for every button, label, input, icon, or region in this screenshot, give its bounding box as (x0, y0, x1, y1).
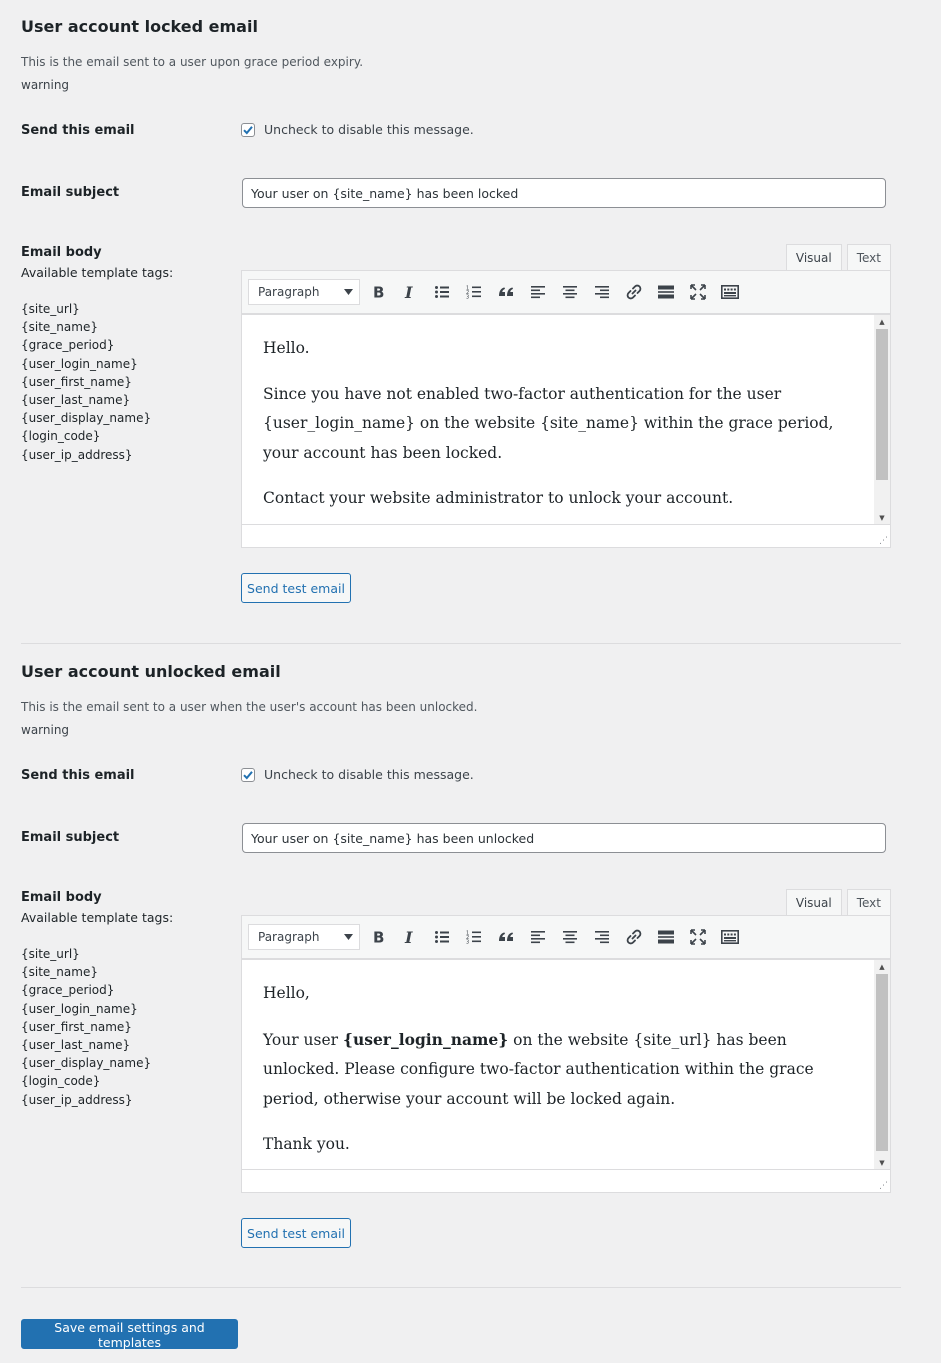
align-left-icon (530, 284, 546, 300)
align-right-icon (594, 929, 610, 945)
format-select-value: Paragraph (258, 930, 320, 944)
svg-text:1: 1 (466, 930, 470, 937)
template-tags-list (21, 945, 151, 1109)
section-description: This is the email sent to a user upon grace period expiry. (21, 55, 364, 69)
tab-visual[interactable]: Visual (786, 244, 842, 271)
scroll-up-arrow-icon[interactable]: ▲ (879, 963, 885, 971)
read-more-button[interactable] (650, 923, 682, 951)
numbered-list-icon (466, 284, 482, 300)
send-email-label: Send this email (21, 768, 135, 783)
email-subject-label: Email subject (21, 185, 120, 200)
template-tag: {user_first_name} (21, 1019, 132, 1034)
bullet-list-button[interactable] (426, 278, 458, 306)
italic-icon (402, 284, 418, 300)
editor-scrollbar[interactable] (874, 960, 890, 1192)
svg-text:3: 3 (466, 294, 470, 300)
svg-text:2: 2 (466, 935, 470, 941)
link-icon (626, 284, 642, 300)
bold-tag-text: {user_login_name} (342, 1029, 509, 1049)
svg-text:B: B (373, 284, 385, 300)
svg-text:1: 1 (466, 285, 470, 292)
align-center-icon (562, 929, 578, 945)
body-paragraph: Hello. (263, 339, 310, 357)
link-button[interactable] (618, 278, 650, 306)
section-title: User account locked email (21, 17, 258, 36)
toolbar-toggle-button[interactable] (714, 923, 746, 951)
bold-button[interactable] (362, 923, 394, 951)
italic-button[interactable] (394, 278, 426, 306)
template-tag: {user_display_name} (21, 411, 152, 426)
scroll-down-arrow-icon[interactable]: ▼ (879, 514, 885, 522)
editor-content[interactable] (241, 314, 891, 548)
template-tag: {site_name} (21, 965, 98, 980)
scroll-up-arrow-icon[interactable]: ▲ (879, 318, 885, 326)
email-body-label: Email body (21, 245, 102, 260)
align-left-button[interactable] (522, 278, 554, 306)
toolbar-toggle-icon (721, 284, 739, 300)
warning-text: warning (21, 723, 70, 737)
format-select-value: Paragraph (258, 285, 320, 299)
read-more-icon (658, 929, 674, 945)
fullscreen-icon (690, 929, 706, 945)
bold-icon (370, 929, 386, 945)
template-tag: {user_login_name} (21, 356, 138, 371)
blockquote-button[interactable] (490, 923, 522, 951)
checkmark-icon (242, 124, 254, 136)
template-tags-title: Available template tags: (21, 265, 174, 280)
svg-text:I: I (405, 284, 413, 300)
svg-text:2: 2 (466, 290, 470, 296)
template-tag: {user_ip_address} (21, 1092, 133, 1107)
bold-button[interactable] (362, 278, 394, 306)
body-paragraph: Contact your website administrator to unlock your account. (263, 489, 734, 507)
link-icon (626, 929, 642, 945)
template-tag: {login_code} (21, 429, 101, 444)
blockquote-icon (498, 929, 514, 945)
format-select[interactable] (248, 279, 360, 305)
italic-button[interactable] (394, 923, 426, 951)
align-left-icon (530, 929, 546, 945)
resize-handle-icon[interactable]: ⋰ (879, 536, 888, 546)
align-left-button[interactable] (522, 923, 554, 951)
blockquote-icon (498, 284, 514, 300)
checkmark-icon (242, 769, 254, 781)
align-center-button[interactable] (554, 278, 586, 306)
template-tags-list (21, 300, 151, 464)
section-description: This is the email sent to a user when the user's account has been unlocked. (21, 700, 478, 714)
email-body-editor (241, 244, 891, 569)
toolbar-toggle-button[interactable] (714, 278, 746, 306)
email-body-editor (241, 889, 891, 1214)
editor-status-bar (242, 1169, 890, 1192)
bullet-list-icon (434, 284, 450, 300)
svg-text:3: 3 (466, 939, 470, 945)
body-paragraph: Since you have not enabled two-factor authentication for the user {user_login_name} on the website {site_name} within the grace period, your account has been locked. (263, 384, 834, 462)
editor-tabs (781, 889, 891, 916)
template-tag: {login_code} (21, 1074, 101, 1089)
tab-text[interactable]: Text (847, 244, 891, 270)
chevron-down-icon (344, 934, 353, 940)
send-test-email-button[interactable]: Send test email (241, 1218, 351, 1248)
scroll-down-arrow-icon[interactable]: ▼ (879, 1159, 885, 1167)
link-button[interactable] (618, 923, 650, 951)
body-text: Your user (263, 1030, 343, 1049)
resize-handle-icon[interactable]: ⋰ (879, 1181, 888, 1191)
unlocked-email-section (21, 645, 901, 1285)
template-tag: {user_ip_address} (21, 447, 133, 462)
send-email-checkbox[interactable] (241, 768, 255, 782)
align-center-icon (562, 284, 578, 300)
scroll-thumb[interactable] (876, 329, 888, 480)
send-email-toggle[interactable] (241, 122, 474, 137)
scroll-thumb[interactable] (876, 974, 888, 1151)
warning-text: warning (21, 78, 70, 92)
bold-icon (370, 284, 386, 300)
template-tags-title: Available template tags: (21, 910, 174, 925)
template-tag: {grace_period} (21, 338, 115, 353)
send-test-email-button[interactable]: Send test email (241, 573, 351, 603)
numbered-list-icon (466, 929, 482, 945)
read-more-button[interactable] (650, 278, 682, 306)
email-body-label: Email body (21, 890, 102, 905)
template-tag: {site_url} (21, 947, 80, 961)
align-center-button[interactable] (554, 923, 586, 951)
tab-visual[interactable]: Visual (786, 889, 842, 916)
numbered-list-button[interactable] (458, 923, 490, 951)
section-title: User account unlocked email (21, 662, 281, 681)
fullscreen-button[interactable] (682, 923, 714, 951)
body-paragraph: Hello, (263, 984, 310, 1002)
email-body-text (263, 323, 853, 548)
bullet-list-button[interactable] (426, 923, 458, 951)
email-body-text (263, 968, 853, 1193)
align-right-button[interactable] (586, 278, 618, 306)
checkbox-label: Uncheck to disable this message. (264, 122, 474, 137)
editor-tabs (781, 244, 891, 271)
editor-status-bar (242, 524, 890, 547)
save-settings-button[interactable]: Save email settings and templates (21, 1319, 238, 1349)
email-subject-input[interactable] (242, 823, 886, 853)
send-email-toggle[interactable] (241, 767, 474, 782)
template-tag: {site_url} (21, 302, 80, 316)
toolbar-toggle-icon (721, 929, 739, 945)
editor-scrollbar[interactable] (874, 315, 890, 547)
template-tag: {user_first_name} (21, 374, 132, 389)
editor-toolbar (241, 270, 891, 314)
svg-text:I: I (405, 929, 413, 945)
chevron-down-icon (344, 289, 353, 295)
fullscreen-icon (690, 284, 706, 300)
body-paragraph: Thank you. (263, 1135, 350, 1153)
bullet-list-icon (434, 929, 450, 945)
section-divider (21, 643, 901, 644)
italic-icon (402, 929, 418, 945)
editor-content[interactable] (241, 959, 891, 1193)
editor-toolbar (241, 915, 891, 959)
template-tag: {user_login_name} (21, 1001, 138, 1016)
fullscreen-button[interactable] (682, 278, 714, 306)
align-right-button[interactable] (586, 923, 618, 951)
align-right-icon (594, 284, 610, 300)
numbered-list-button[interactable] (458, 278, 490, 306)
body-paragraph (263, 1025, 853, 1115)
send-email-checkbox[interactable] (241, 123, 255, 137)
body-text: on the website {site_url} has been unlocked. Please configure two-factor authentication within the grace period, otherwise your account will be locked again. (263, 1030, 814, 1108)
email-subject-input[interactable] (242, 178, 886, 208)
template-tag: {user_last_name} (21, 392, 131, 407)
email-subject-label: Email subject (21, 830, 120, 845)
blockquote-button[interactable] (490, 278, 522, 306)
send-email-label: Send this email (21, 123, 135, 138)
template-tag: {user_last_name} (21, 1037, 131, 1052)
format-select[interactable] (248, 924, 360, 950)
section-divider (21, 1287, 901, 1288)
tab-text[interactable]: Text (847, 889, 891, 915)
template-tag: {user_display_name} (21, 1056, 152, 1071)
template-tag: {grace_period} (21, 983, 115, 998)
svg-text:B: B (373, 929, 385, 945)
template-tag: {site_name} (21, 320, 98, 335)
read-more-icon (658, 284, 674, 300)
checkbox-label: Uncheck to disable this message. (264, 767, 474, 782)
locked-email-section (21, 0, 901, 640)
